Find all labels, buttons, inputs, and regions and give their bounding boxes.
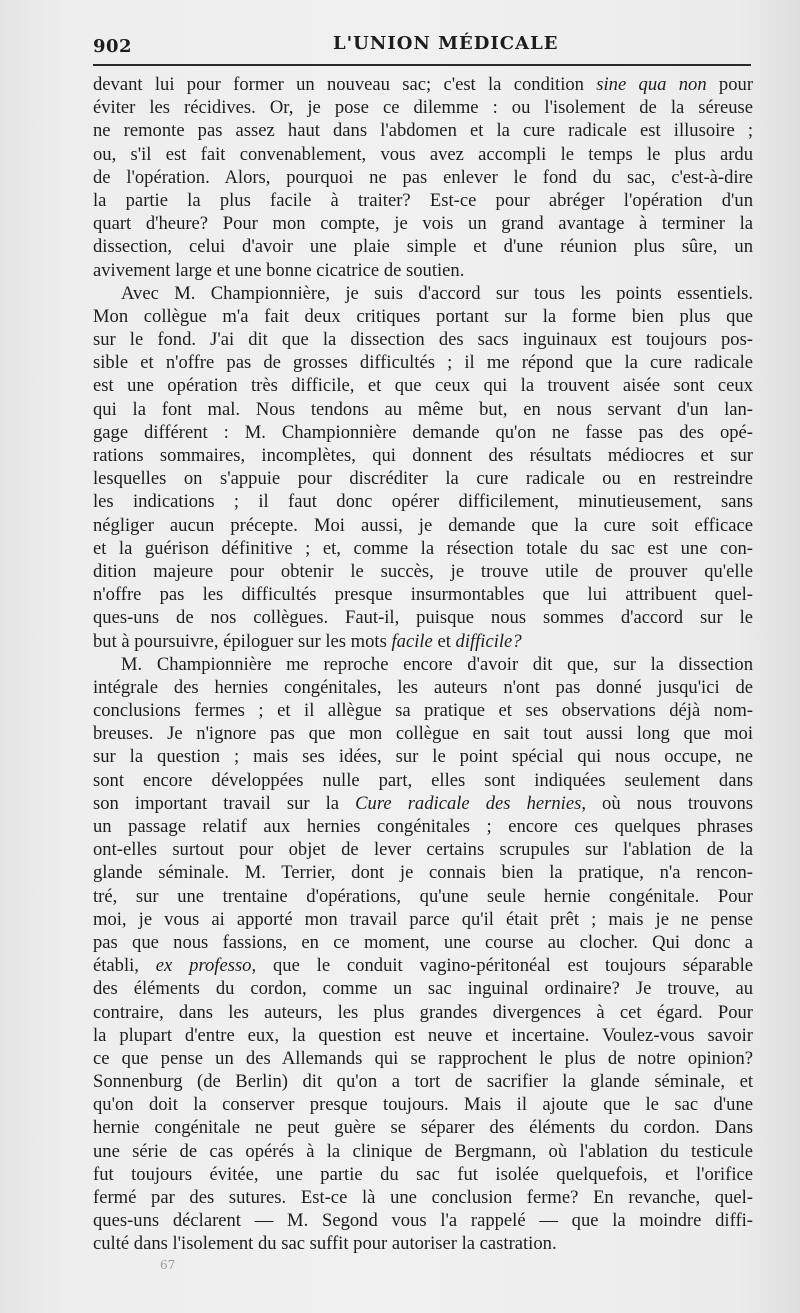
text-line: [93, 722, 753, 745]
text-run: ou, s'il est fait convenablement, vous avez accompli le temps le plus ardu: [93, 143, 753, 165]
text-line: [93, 119, 753, 142]
text-line: [93, 583, 753, 606]
text-run: breuses. Je n'ignore pas que mon collègue en sait tout aussi long que moi: [93, 723, 753, 745]
text-line: [93, 1047, 753, 1070]
text-run: ques-uns de nos collègues. Faut-il, puisque nous sommes d'accord sur le: [93, 607, 753, 629]
text-run: lesquelles on s'appuie pour discréditer la cure radicale ou en restreindre: [93, 468, 753, 490]
text-line: [93, 1232, 753, 1255]
text-line: [93, 328, 753, 351]
text-run: qui la font mal. Nous tendons au même but, en nous servant d'un lan-: [93, 398, 753, 420]
text-run: ce que pense un des Allemands qui se rapprochent le plus de notre opinion?: [93, 1047, 753, 1069]
text-run: gage différent : M. Championnière demande qu'on ne fasse pas des opé-: [93, 421, 753, 443]
text-line: [93, 699, 753, 722]
text-line: [93, 490, 753, 513]
text-line: [93, 259, 753, 282]
text-line: [93, 212, 753, 235]
text-run: des éléments du cordon, comme un sac inguinal ordinaire? Je trouve, au: [93, 978, 753, 1000]
text-line: [93, 1163, 753, 1186]
text-run: dissection, celui d'avoir une plaie simple et d'une réunion plus sûre, un: [93, 236, 753, 258]
text-run: rations sommaires, incomplètes, qui donnent des résultats médiocres et sur: [93, 445, 753, 466]
text-run: avivement large et une bonne cicatrice de soutien.: [93, 259, 465, 281]
journal-title: L'UNION MÉDICALE: [333, 33, 559, 54]
text-line: [93, 1093, 753, 1116]
italic-text: ex professo: [155, 955, 252, 977]
text-line: [93, 143, 753, 166]
italic-text: difficile?: [455, 630, 522, 652]
text-line: [93, 838, 753, 861]
text-run: contraire, dans les auteurs, les plus grandes divergences à cet égard. Pour: [93, 1001, 753, 1023]
text-run: ques-uns déclarent — M. Segond vous l'a rappelé — que la moindre diffi-: [93, 1210, 753, 1232]
text-run: quart d'heure? Pour mon compte, je vois un grand avantage à terminer la: [93, 213, 753, 235]
text-run: M. Championnière me reproche encore d'avoir dit que, sur la dissection: [121, 653, 753, 675]
text-run: , que le conduit vagino-péritonéal est toujours séparable: [251, 955, 753, 977]
text-run: fut toujours évitée, une partie du sac fut isolée quelquefois, et l'orifice: [93, 1163, 753, 1185]
text-run: les indications ; il faut donc opérer difficilement, minutieusement, sans: [93, 491, 753, 513]
text-line: [93, 1140, 753, 1163]
text-run: et la guérison définitive ; et, comme la résection totale du sac est une con-: [93, 537, 753, 559]
text-line: [93, 398, 753, 421]
article-body: [93, 73, 753, 1256]
text-run: sur la question ; mais ses idées, sur le point spécial qui nous occupe, ne: [93, 746, 753, 768]
text-line: [93, 235, 753, 258]
text-line: [93, 467, 753, 490]
text-run: établi,: [93, 955, 156, 977]
text-run: son important travail sur la: [93, 792, 356, 814]
text-run: conclusions fermes ; et il allègue sa pratique et ses observations déjà nom-: [93, 700, 753, 722]
text-run: pas que nous fassions, en ce moment, une course au clocher. Qui donc a: [93, 931, 753, 953]
text-line: [93, 537, 753, 560]
text-run: sible et n'offre pas de grosses difficultés ; il me répond que la cure radicale: [93, 352, 753, 374]
text-line: [93, 282, 753, 305]
text-line: [93, 1209, 753, 1232]
signature-mark: 67: [160, 1258, 176, 1272]
text-run: , où nous trouvons: [581, 792, 753, 814]
text-run: dition majeure pour obtenir le succès, je trouve utile de prouver qu'elle: [93, 560, 753, 582]
text-line: [93, 931, 753, 954]
italic-text: facile: [391, 630, 433, 652]
text-run: est une opération très difficile, et que ceux qui la trouvent aisée sont ceux: [93, 375, 753, 397]
text-line: [93, 908, 753, 931]
text-run: négliger aucun précepte. Moi aussi, je demande que la cure soit efficace: [93, 514, 753, 536]
italic-text: Cure radicale des hernies: [355, 792, 582, 814]
text-run: la plupart d'entre eux, la question est neuve et incertaine. Voulez-vous savoir: [93, 1024, 753, 1046]
text-run: ne remonte pas assez haut dans l'abdomen et la cure radicale est illusoire ;: [93, 120, 753, 142]
text-run: sur le fond. J'ai dit que la dissection des sacs inguinaux est toujours pos-: [93, 329, 753, 351]
text-line: [93, 885, 753, 908]
text-line: [93, 73, 753, 96]
text-run: glande séminale. M. Terrier, dont je connais bien la pratique, n'a rencon-: [93, 862, 753, 884]
text-line: [93, 769, 753, 792]
text-run: culté dans l'isolement du sac suffit pour autoriser la castration.: [93, 1233, 557, 1255]
text-line: [93, 421, 753, 444]
text-line: [93, 630, 753, 653]
text-run: Avec M. Championnière, je suis d'accord sur tous les points essentiels.: [121, 282, 753, 304]
text-run: but à poursuivre, épiloguer sur les mots: [93, 630, 392, 652]
text-line: [93, 676, 753, 699]
italic-text: sine qua non: [596, 74, 707, 95]
text-run: qu'on doit la conserver presque toujours. Mais il ajoute que le sac d'une: [93, 1094, 753, 1116]
text-run: et: [432, 630, 456, 652]
text-line: [93, 861, 753, 884]
paragraph: [93, 73, 753, 282]
text-line: [93, 1024, 753, 1047]
text-line: [93, 1116, 753, 1139]
text-run: Sonnenburg (de Berlin) dit qu'on a tort de sacrifier la glande séminale, et: [93, 1071, 753, 1093]
text-run: sont encore développées nulle part, elles sont indiquées seulement dans: [93, 769, 753, 791]
text-line: [93, 653, 753, 676]
text-run: pour: [706, 74, 754, 95]
text-line: [93, 305, 753, 328]
text-line: [93, 514, 753, 537]
text-line: [93, 444, 753, 467]
text-line: [93, 792, 753, 815]
text-run: hernie congénitale ne peut guère se séparer des éléments du cordon. Dans: [93, 1117, 753, 1139]
text-run: moi, je vous ai apporté mon travail parce qu'il était prêt ; mais je ne pense: [93, 908, 753, 930]
page-header: [93, 30, 751, 66]
text-line: [93, 560, 753, 583]
text-run: Mon collègue m'a fait deux critiques portant sur la forme bien plus que: [93, 305, 753, 327]
text-run: n'offre pas les difficultés presque insurmontables que lui attribuent quel-: [93, 584, 753, 606]
text-run: une série de cas opérés à la clinique de Bergmann, où l'ablation du testicule: [93, 1140, 753, 1162]
text-run: tré, sur une trentaine d'opérations, qu'une seule hernie congénitale. Pour: [93, 885, 753, 907]
text-run: intégrale des hernies congénitales, les auteurs n'ont pas donné jusqu'ici de: [93, 676, 753, 698]
page-number: 902: [93, 36, 133, 57]
text-line: [93, 96, 753, 119]
text-run: ont-elles surtout pour objet de lever certains scrupules sur l'ablation de la: [93, 839, 753, 861]
text-line: [93, 1070, 753, 1093]
text-run: devant lui pour former un nouveau sac; c'est la condition: [93, 74, 597, 95]
text-line: [93, 1001, 753, 1024]
text-run: la partie la plus facile à traiter? Est-ce pour abréger l'opération d'un: [93, 189, 753, 211]
text-line: [93, 351, 753, 374]
text-run: de l'opération. Alors, pourquoi ne pas enlever le fond du sac, c'est-à-dire: [93, 166, 753, 188]
text-line: [93, 745, 753, 768]
paragraph: [93, 653, 753, 1256]
text-run: fermé par des sutures. Est-ce là une conclusion ferme? En revanche, quel-: [93, 1187, 753, 1208]
text-line: [93, 977, 753, 1000]
text-line: [93, 954, 753, 977]
text-line: [93, 189, 753, 212]
text-line: [93, 606, 753, 629]
paragraph: [93, 282, 753, 653]
text-run: un passage relatif aux hernies congénitales ; encore ces quelques phrases: [93, 816, 753, 837]
text-line: [93, 166, 753, 189]
text-line: [93, 815, 753, 838]
text-line: [93, 374, 753, 397]
text-line: [93, 1186, 753, 1209]
text-run: éviter les récidives. Or, je pose ce dilemme : ou l'isolement de la séreuse: [93, 97, 753, 119]
